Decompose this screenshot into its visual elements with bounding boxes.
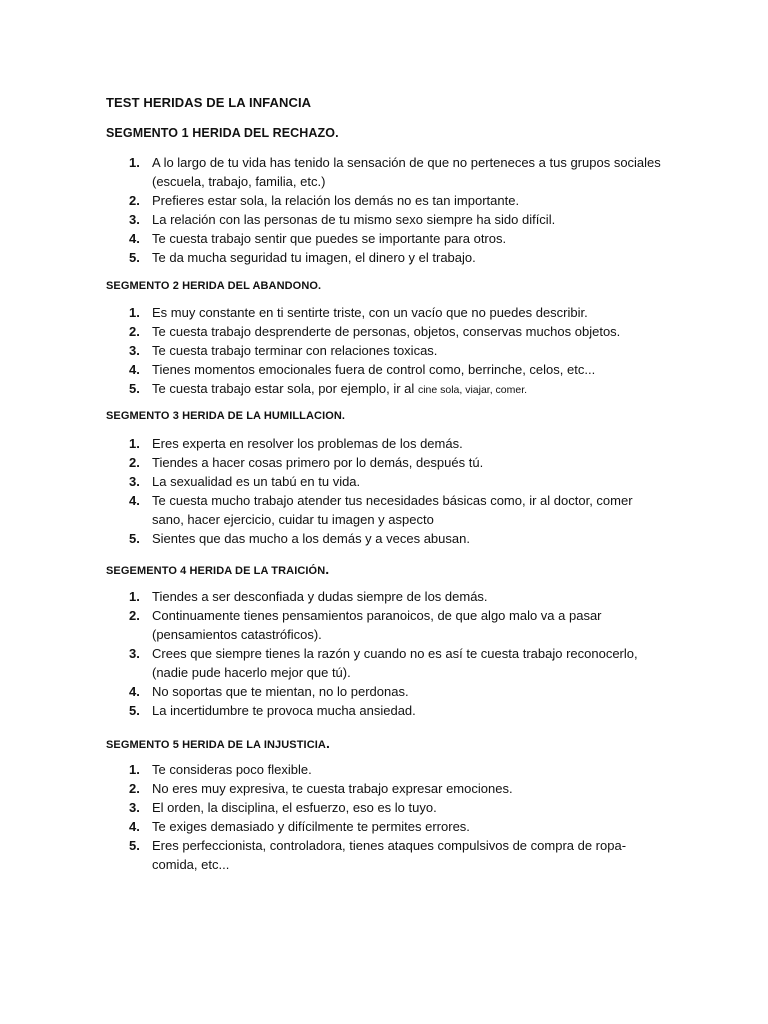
item-text: La incertidumbre te provoca mucha ansiedad. (152, 703, 416, 718)
segment-4-heading-text: SEGEMENTO 4 HERIDA DE LA TRAICIÓN (106, 565, 326, 577)
item-number: 1. (129, 155, 140, 170)
segment-3-list (0, 434, 768, 548)
item-number: 2. (129, 455, 140, 470)
list-item (0, 779, 662, 798)
segment-5-list (0, 760, 768, 874)
item-text: Eres perfeccionista, controladora, tienes ataques compulsivos de compra de ropa- comida, etc... (152, 838, 627, 872)
list-item (0, 360, 662, 379)
list-item (0, 606, 662, 644)
item-text: No soportas que te mientan, no lo perdonas. (152, 684, 409, 699)
page-title: TEST HERIDAS DE LA INFANCIA (106, 95, 312, 110)
list-item (0, 701, 662, 720)
item-number: 1. (129, 436, 140, 451)
list-item (0, 836, 662, 874)
segment-5-heading-period: . (325, 735, 330, 751)
item-text: Te cuesta trabajo terminar con relaciones toxicas. (152, 343, 438, 358)
list-item (0, 341, 662, 360)
item-text: El orden, la disciplina, el esfuerzo, eso es lo tuyo. (152, 800, 437, 815)
item-text: Eres experta en resolver los problemas de los demás. (152, 436, 463, 451)
list-item (0, 817, 662, 836)
list-item (0, 529, 662, 548)
list-item (0, 798, 662, 817)
item-number: 4. (129, 819, 140, 834)
list-item (0, 644, 662, 682)
item-number: 5. (129, 703, 140, 718)
item-number: 4. (129, 231, 140, 246)
item-number: 4. (129, 684, 140, 699)
item-number: 3. (129, 800, 140, 815)
item-number: 4. (129, 493, 140, 508)
list-item (0, 379, 662, 400)
list-item (0, 153, 662, 191)
segment-4-heading (106, 560, 329, 581)
item-text: Tiendes a ser desconfiada y dudas siempre de los demás. (152, 589, 488, 604)
segment-4-list (0, 587, 768, 720)
item-text: Tienes momentos emocionales fuera de control como, berrinche, celos, etc... (152, 362, 596, 377)
item-text: Te da mucha seguridad tu imagen, el dinero y el trabajo. (152, 250, 476, 265)
item-number: 1. (129, 762, 140, 777)
segment-3-heading: SEGMENTO 3 HERIDA DE LA HUMILLACION. (106, 410, 346, 422)
item-text: Tiendes a hacer cosas primero por lo demás, después tú. (152, 455, 484, 470)
list-item (0, 472, 662, 491)
list-item (0, 322, 662, 341)
list-item (0, 760, 662, 779)
item-number: 3. (129, 646, 140, 661)
item-text: Te consideras poco flexible. (152, 762, 312, 777)
item-text: La relación con las personas de tu mismo sexo siempre ha sido difícil. (152, 212, 556, 227)
item-text: A lo largo de tu vida has tenido la sensación de que no perteneces a tus grupos sociales (escuela, trabajo, familia, etc.) (152, 155, 661, 189)
list-item (0, 210, 662, 229)
item-small-text: cine sola, viajar, comer. (417, 384, 528, 396)
list-item (0, 248, 662, 267)
segment-2-list (0, 303, 768, 400)
item-number: 2. (129, 608, 140, 623)
item-text: Te exiges demasiado y difícilmente te permites errores. (152, 819, 470, 834)
item-text: Prefieres estar sola, la relación los demás no es tan importante. (152, 193, 520, 208)
item-text: Te cuesta trabajo estar sola, por ejemplo, ir al (152, 381, 415, 396)
list-item (0, 303, 662, 322)
segment-5-heading (106, 734, 330, 755)
list-item (0, 491, 662, 529)
item-number: 5. (129, 250, 140, 265)
segment-1-list (0, 153, 768, 267)
list-item (0, 453, 662, 472)
item-number: 2. (129, 193, 140, 208)
item-number: 5. (129, 531, 140, 546)
item-number: 3. (129, 474, 140, 489)
item-number: 2. (129, 324, 140, 339)
list-item (0, 191, 662, 210)
item-text: Continuamente tienes pensamientos paranoicos, de que algo malo va a pasar (pensamientos catastróficos). (152, 608, 602, 642)
item-text: Crees que siempre tienes la razón y cuando no es así te cuesta trabajo reconocerlo, (nadie pude hacerlo mejor que tú). (152, 646, 638, 680)
list-item (0, 229, 662, 248)
list-item (0, 434, 662, 453)
item-number: 3. (129, 212, 140, 227)
item-number: 5. (129, 838, 140, 853)
item-text: Te cuesta trabajo sentir que puedes se importante para otros. (152, 231, 507, 246)
item-text: La sexualidad es un tabú en tu vida. (152, 474, 361, 489)
item-number: 1. (129, 589, 140, 604)
segment-4-heading-period: . (325, 561, 330, 577)
item-text: Te cuesta trabajo desprenderte de personas, objetos, conservas muchos objetos. (152, 324, 621, 339)
item-number: 1. (129, 305, 140, 320)
segment-2-heading: SEGMENTO 2 HERIDA DEL ABANDONO. (106, 280, 322, 292)
item-number: 4. (129, 362, 140, 377)
item-text: No eres muy expresiva, te cuesta trabajo expresar emociones. (152, 781, 513, 796)
item-number: 2. (129, 781, 140, 796)
item-number: 3. (129, 343, 140, 358)
list-item (0, 587, 662, 606)
item-text: Te cuesta mucho trabajo atender tus necesidades básicas como, ir al doctor, comer sano, hacer ejercicio, cuidar tu imagen y aspecto (152, 493, 633, 527)
item-text: Es muy constante en ti sentirte triste, con un vacío que no puedes describir. (152, 305, 588, 320)
item-text: Sientes que das mucho a los demás y a veces abusan. (152, 531, 470, 546)
segment-5-heading-text: SEGMENTO 5 HERIDA DE LA INJUSTICIA (106, 739, 326, 751)
segment-1-heading: SEGMENTO 1 HERIDA DEL RECHAZO. (106, 126, 339, 140)
item-number: 5. (129, 381, 140, 396)
list-item (0, 682, 662, 701)
